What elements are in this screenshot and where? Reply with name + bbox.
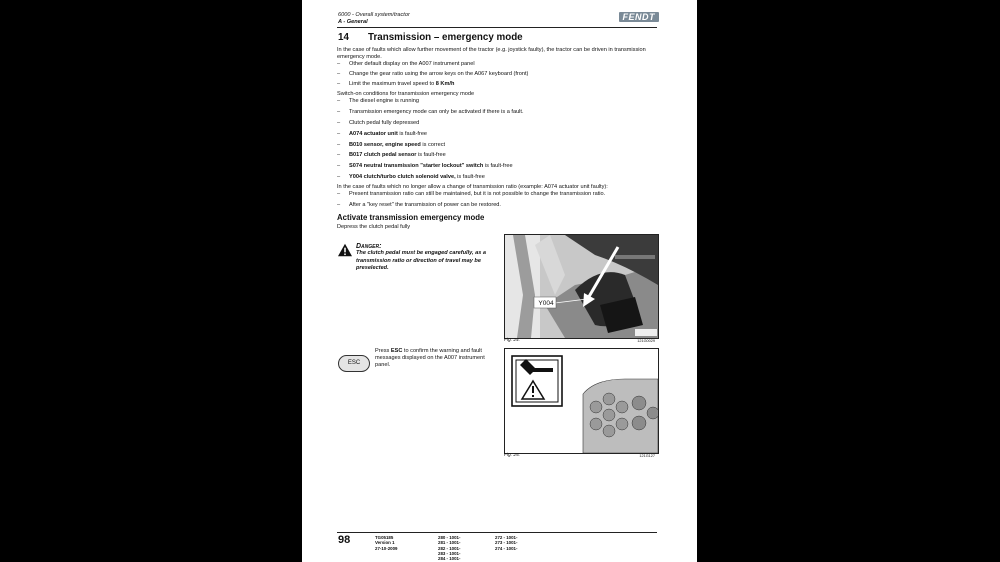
footer-date: 27-10-2009 <box>375 545 398 551</box>
figure-instrument-panel <box>504 348 659 454</box>
footer-version: Version 1 <box>375 540 395 546</box>
instrument-panel-illustration <box>505 349 658 453</box>
footer-divider <box>337 532 657 533</box>
switch-on-heading: Switch-on conditions for transmission emergency mode <box>337 91 475 98</box>
condition-item <box>337 142 657 149</box>
speed-item <box>337 81 657 88</box>
footer-models-b <box>495 535 517 551</box>
esc-text-bold: ESC <box>390 348 403 354</box>
condition-item <box>337 131 657 138</box>
warning-triangle-icon <box>337 243 353 257</box>
page-header <box>338 12 410 26</box>
clutch-pedal-photo <box>505 235 658 338</box>
footer-model: 282 - 1001- <box>438 545 461 551</box>
body-text <box>337 47 657 231</box>
fault-item: – Present transmission ratio can still be maintained, but it is not possible to change the transmission ratio. <box>337 191 657 198</box>
danger-notice <box>337 243 497 273</box>
fault-item: – After a "key reset" the transmission of power can be restored. <box>337 202 657 209</box>
callout-label: Y004 <box>538 300 554 307</box>
footer-doc-info <box>375 535 397 551</box>
footer-model: 274 - 1001- <box>495 545 518 551</box>
condition-rest: is fault-free <box>483 163 513 170</box>
footer-model: 281 - 1001- <box>438 540 461 546</box>
header-section: A - General <box>338 19 368 25</box>
figure-clutch-pedal <box>504 234 659 339</box>
condition-bold: B010 sensor, engine speed <box>349 141 421 148</box>
section-title: Transmission – emergency mode <box>368 32 523 43</box>
intro-paragraph: In the case of faults which allow further movement of the tractor (e.g. joystick faulty), the tractor can be driven in transmission emergency mode. <box>337 47 646 61</box>
page-number: 98 <box>338 534 351 546</box>
footer-doc-number: TG05185 <box>375 535 394 540</box>
faults-paragraph: In the case of faults which no longer allow a change of transmission ratio (example: A074 actuator unit faulty): <box>337 183 608 190</box>
footer-model: 284 - 1001- <box>438 556 461 562</box>
speed-item-text: Limit the maximum travel speed to <box>349 81 436 88</box>
manual-page <box>302 0 697 562</box>
footer-model: 280 - 1001- <box>438 535 461 540</box>
condition-bold: A074 actuator unit <box>349 130 398 137</box>
condition-rest: is correct <box>420 141 446 148</box>
speed-value: 8 Km/h <box>435 81 455 88</box>
footer-model: 272 - 1001- <box>495 535 518 540</box>
figure-caption: Fig. 24. <box>504 338 520 343</box>
condition-bold: Y004 clutch/turbo clutch solenoid valve, <box>349 173 456 180</box>
danger-title: Danger: <box>356 243 382 250</box>
footer-models-a <box>438 535 460 561</box>
intro-item: – Change the gear ratio using the arrow keys on the A067 keyboard (front) <box>337 71 657 78</box>
figure-caption: Fig. 25. <box>504 453 520 458</box>
intro-item: – Other default display on the A007 instrument panel <box>337 61 657 68</box>
esc-instruction <box>375 348 495 370</box>
brand-logo: FENDT <box>619 12 660 22</box>
header-divider <box>337 27 657 28</box>
condition-rest: is fault-free <box>397 130 428 137</box>
esc-key: ESC <box>338 355 370 372</box>
activate-step: Depress the clutch pedal fully <box>337 223 411 230</box>
esc-text-prefix: Press <box>375 348 391 354</box>
danger-text: The clutch pedal must be engaged carefully, as a transmission ratio or direction of travel may be preselected. <box>356 250 487 272</box>
activate-heading: Activate transmission emergency mode <box>337 212 485 222</box>
condition-rest: is fault-free <box>455 173 485 180</box>
condition-bold: B017 clutch pedal sensor <box>349 152 417 159</box>
condition-rest: is fault-free <box>416 152 446 159</box>
condition-item: – The diesel engine is running <box>337 98 657 105</box>
esc-text-rest: to confirm the warning and fault messages displayed on the A007 instrument panel. <box>375 348 485 369</box>
figure-id: 121G127 <box>639 454 655 458</box>
danger-body <box>356 243 497 273</box>
condition-bold: S074 neutral transmission "starter lockout" switch <box>349 163 484 170</box>
section-heading <box>338 32 523 43</box>
section-number: 14 <box>338 32 349 43</box>
footer-model: 273 - 1001- <box>495 540 518 546</box>
condition-item <box>337 163 657 170</box>
condition-item: – Clutch pedal fully depressed <box>337 120 657 127</box>
figure-id: 121G0029 <box>637 339 655 343</box>
header-chapter: 6000 - Overall system/tractor <box>338 12 410 18</box>
condition-item <box>337 152 657 159</box>
condition-item: – Transmission emergency mode can only be activated if there is a fault. <box>337 109 657 116</box>
condition-item <box>337 174 657 181</box>
footer-model: 283 - 1001- <box>438 550 461 556</box>
